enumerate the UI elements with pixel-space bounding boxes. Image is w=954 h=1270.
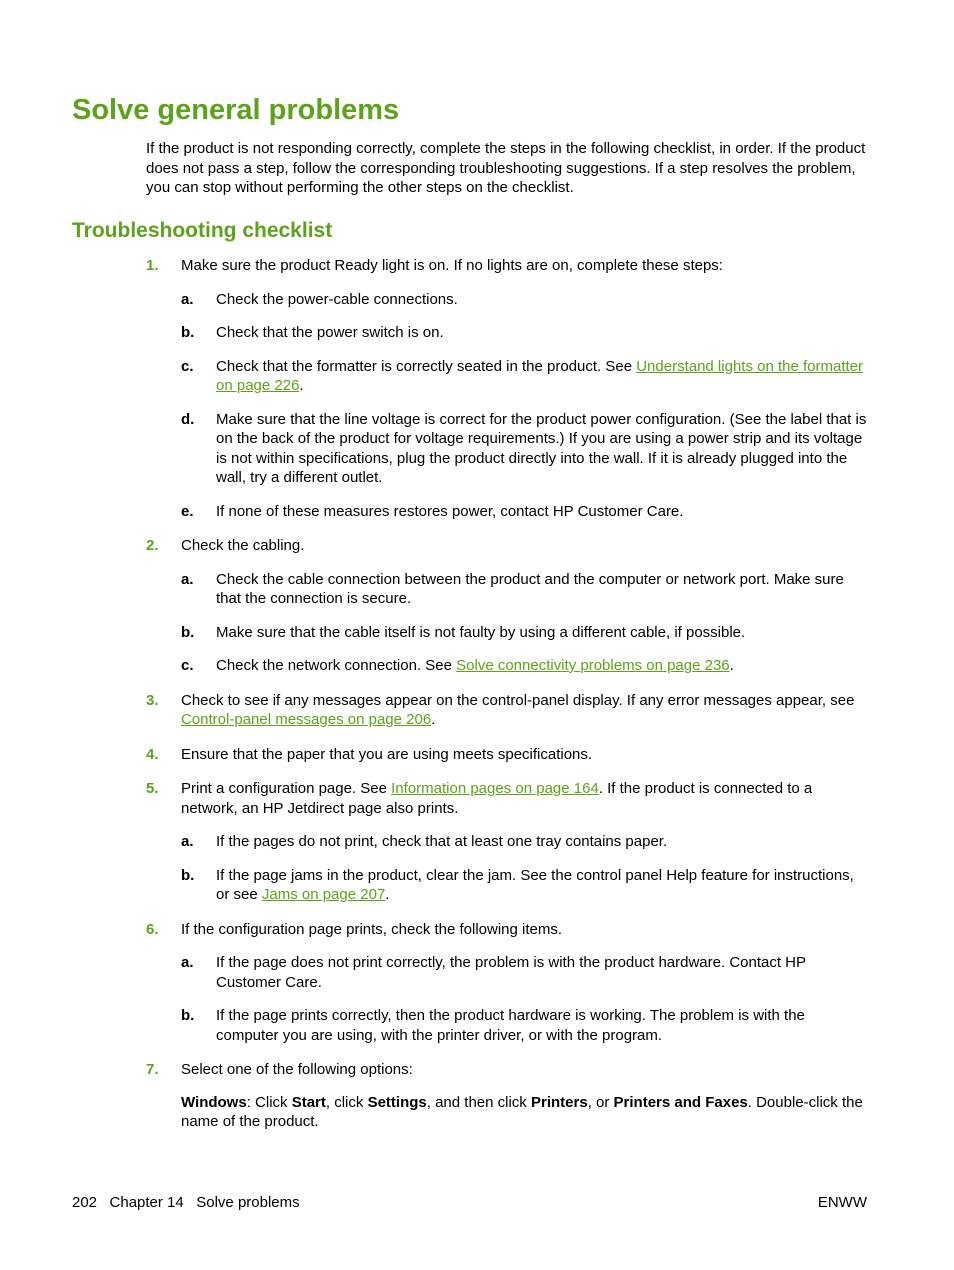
- substep-text: If none of these measures restores power, contact HP Customer Care.: [216, 502, 684, 520]
- step-number: 6.: [146, 920, 159, 938]
- intro-paragraph: If the product is not responding correctly, complete the steps in the following checklist, in order. If the product does not pass a step, follow the corresponding troubleshooting suggestions. If a step resolves the problem, you can stop without performing the other steps on the checklist.: [146, 140, 866, 196]
- substep-letter: b.: [181, 623, 195, 641]
- instruction-text: , or: [587, 1093, 614, 1111]
- substep-text: Check that the formatter is correctly seated in the product. See: [216, 357, 637, 375]
- link-information-pages[interactable]: Information pages on page 164: [391, 780, 599, 797]
- substep-2c: [181, 656, 871, 676]
- substep-letter: a.: [181, 290, 194, 308]
- substep-text-end: .: [385, 886, 390, 903]
- step-text-start: Check to see if any messages appear on the control-panel display. If any error messages appear, see: [181, 691, 855, 709]
- checklist-step-1: [146, 256, 871, 521]
- substep-letter: c.: [181, 657, 194, 674]
- instruction-text: . Double-click the name of the product.: [181, 1093, 863, 1130]
- page-title: Solve general problems: [72, 94, 400, 126]
- substep-2a: [181, 570, 871, 609]
- instruction-text: , click: [325, 1093, 368, 1111]
- instruction-text: , and then click: [426, 1093, 531, 1111]
- substep-text: Check the network connection. See: [216, 657, 457, 674]
- step-number: 1.: [146, 257, 159, 274]
- substep-6b: [181, 1006, 871, 1045]
- substeps: [181, 832, 871, 905]
- substep-text-end: .: [729, 657, 734, 674]
- substep-text: If the page jams in the product, clear the jam. See the control panel Help feature for instructions, or see: [216, 866, 854, 903]
- substep-text-end: .: [299, 377, 304, 394]
- substep-text: Check the cable connection between the product and the computer or network port. Make sure that the connection is secure.: [216, 570, 844, 607]
- substep-letter: b.: [181, 324, 195, 341]
- link-solve-connectivity[interactable]: Solve connectivity problems on page 236: [456, 657, 730, 674]
- step-number: 2.: [146, 537, 159, 554]
- substep-text: Check the power-cable connections.: [216, 290, 458, 308]
- substep-1e: [181, 502, 871, 522]
- step-text: Make sure the product Ready light is on. If no lights are on, complete these steps:: [181, 257, 723, 274]
- step-text-end: . If the product is connected to a network, an HP Jetdirect page also prints.: [181, 780, 813, 817]
- substep-1b: [181, 323, 871, 343]
- substep-letter: a.: [181, 570, 194, 588]
- substeps: [181, 953, 871, 1045]
- substep-letter: a.: [181, 833, 194, 850]
- link-jams[interactable]: Jams on page 207: [261, 886, 386, 903]
- instruction-text: : Click: [246, 1093, 292, 1111]
- settings-term: Settings: [367, 1093, 427, 1111]
- substep-6a: [181, 953, 871, 992]
- start-term: Start: [291, 1093, 326, 1111]
- substep-text: If the page prints correctly, then the product hardware is working. The problem is with the computer you are using, with the printer driver, or with the program.: [216, 1007, 805, 1044]
- substep-text: If the pages do not print, check that at least one tray contains paper.: [216, 833, 668, 850]
- step-text: Ensure that the paper that you are using meets specifications.: [181, 745, 593, 763]
- step-text-start: Print a configuration page. See: [181, 780, 392, 797]
- step-text-end: .: [431, 711, 436, 728]
- printers-term: Printers: [530, 1093, 588, 1111]
- link-control-panel-messages[interactable]: Control-panel messages on page 206: [181, 711, 432, 728]
- checklist-step-5: [146, 779, 871, 905]
- step-text: [181, 691, 871, 730]
- substep-letter: b.: [181, 866, 195, 884]
- substep-text: If the page does not print correctly, the problem is with the product hardware. Contact HP Customer Care.: [216, 954, 806, 991]
- substep-2b: [181, 623, 871, 643]
- substep-1c: [181, 357, 871, 396]
- section-title: Troubleshooting checklist: [72, 219, 333, 242]
- step-number: 4.: [146, 745, 159, 763]
- substeps: [181, 290, 871, 522]
- substep-letter: c.: [181, 357, 194, 375]
- substep-text: Make sure that the line voltage is correct for the product power configuration. (See the label that is on the back of the product for voltage requirements.) If you are using a power strip and its voltage is not within specifications, plug the product directly into the wall. If it is already plugged into the wall, try a different outlet.: [216, 410, 867, 486]
- printers-faxes-term: Printers and Faxes: [613, 1093, 748, 1111]
- windows-label: Windows: [181, 1093, 247, 1111]
- step-number: 5.: [146, 780, 159, 797]
- checklist-step-4: [146, 745, 871, 765]
- footer-page-chapter: 202 Chapter 14 Solve problems: [72, 1194, 300, 1211]
- substep-1a: [181, 290, 871, 310]
- step-number: 7.: [146, 1061, 159, 1078]
- substep-letter: e.: [181, 502, 194, 520]
- footer-edition-code: ENWW: [817, 1194, 867, 1211]
- checklist-step-7: [146, 1060, 871, 1132]
- step-text: [181, 779, 871, 818]
- checklist-step-3: [146, 691, 871, 730]
- checklist-step-2: [146, 536, 871, 676]
- step-text: Select one of the following options:: [181, 1061, 413, 1078]
- substep-5b: [181, 866, 871, 905]
- substep-text: Make sure that the cable itself is not faulty by using a different cable, if possible.: [216, 623, 746, 641]
- step-text: If the configuration page prints, check the following items.: [181, 920, 563, 938]
- substep-letter: a.: [181, 954, 194, 971]
- substep-letter: d.: [181, 410, 195, 428]
- substep-1d: [181, 410, 871, 488]
- windows-instructions: [181, 1093, 871, 1132]
- troubleshooting-checklist: [146, 256, 871, 1147]
- checklist-step-6: [146, 920, 871, 1046]
- step-text: Check the cabling.: [181, 537, 305, 554]
- substeps: [181, 570, 871, 676]
- substep-5a: [181, 832, 871, 852]
- substep-text: Check that the power switch is on.: [216, 324, 444, 341]
- step-number: 3.: [146, 691, 159, 709]
- substep-letter: b.: [181, 1007, 195, 1024]
- link-understand-lights[interactable]: Understand lights on the formatter on page 226: [216, 357, 864, 394]
